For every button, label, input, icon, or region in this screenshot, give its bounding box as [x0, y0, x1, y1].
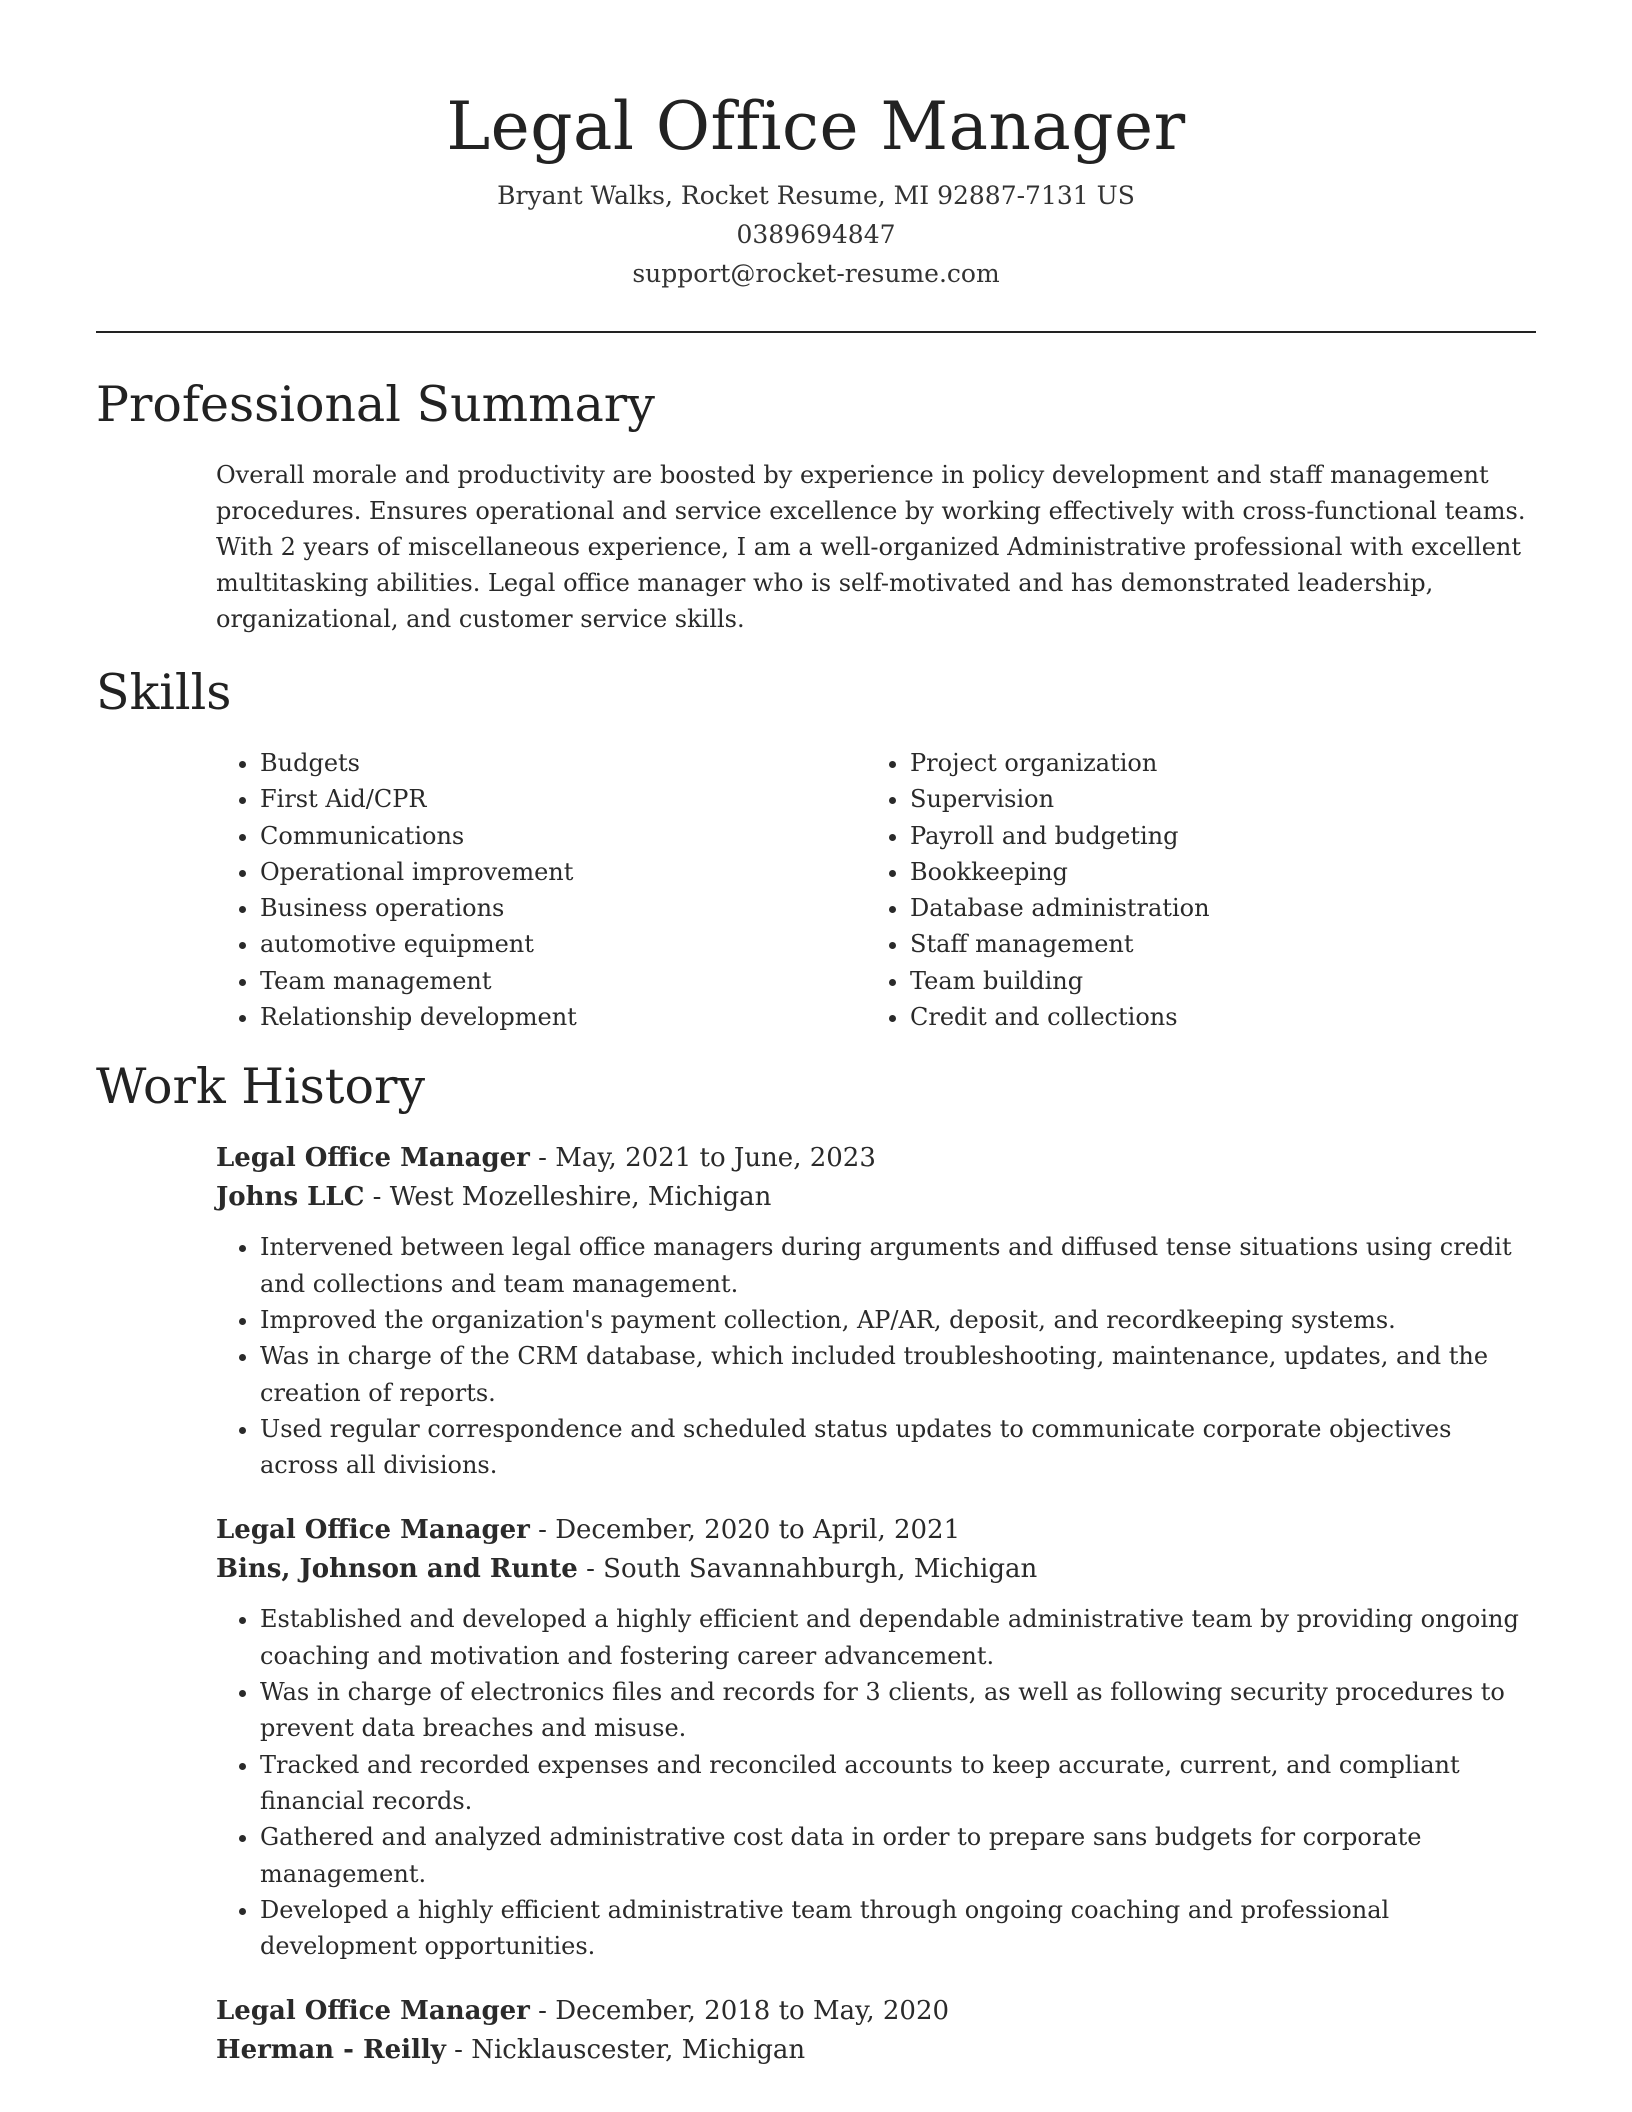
summary-text: Overall morale and productivity are boosted by experience in policy development and staff management procedures. Ensures operational and service excellence by working effectively with cross-functional teams. With 2 years of miscellaneous experience, I am a well-organized Administrative professional with excellent multitasking abilities. Legal office manager who is self-motivated and has demonstrated leadership, organizational, and customer service skills.	[216, 461, 1526, 633]
job-title-line	[216, 1511, 1536, 1550]
work-history-section	[96, 1057, 1536, 2070]
job-duty: • Tracked and recorded expenses and reconciled accounts to keep accurate, current, and compliant financial records.	[260, 1747, 1536, 1820]
job-company-line	[216, 1178, 1536, 1217]
job-title: Legal Office Manager	[216, 1143, 530, 1174]
contact-address: Bryant Walks, Rocket Resume, MI 92887-7131 US	[497, 181, 1135, 210]
page-title: Legal Office Manager	[446, 88, 1186, 165]
job-dates: December, 2018 to May, 2020	[555, 1996, 950, 2027]
skill-item: • Operational improvement	[260, 854, 866, 890]
skill-item: • Payroll and budgeting	[910, 818, 1516, 854]
job-company: Bins, Johnson and Runte	[216, 1554, 578, 1585]
skill-item: • automotive equipment	[260, 926, 866, 962]
skill-item: • Staff management	[910, 926, 1516, 962]
job-dates: December, 2020 to April, 2021	[555, 1515, 961, 1546]
contact-phone: 0389694847	[736, 220, 896, 249]
job-duty: • Was in charge of the CRM database, which included troubleshooting, maintenance, updates, and the creation of reports.	[260, 1338, 1536, 1411]
header-divider	[96, 331, 1536, 333]
skills-heading: Skills	[96, 664, 232, 721]
job-company: Herman - Reilly	[216, 2035, 446, 2066]
job-duty: • Developed a highly efficient administrative team through ongoing coaching and professional development opportunities.	[260, 1892, 1536, 1965]
job-duty: • Used regular correspondence and scheduled status updates to communicate corporate objectives across all divisions.	[260, 1411, 1536, 1484]
summary-section	[96, 375, 1536, 637]
job-company: Johns LLC	[216, 1182, 365, 1213]
skill-item: • Supervision	[910, 781, 1516, 817]
job-separator: -	[529, 1143, 556, 1174]
job-location: South Savannahburgh, Michigan	[603, 1554, 1038, 1585]
job-separator: -	[445, 2035, 472, 2066]
job-dates: May, 2021 to June, 2023	[555, 1143, 876, 1174]
skill-item: • Team management	[260, 963, 866, 999]
job-title: Legal Office Manager	[216, 1996, 530, 2027]
job-duty: • Established and developed a highly efficient and dependable administrative team by providing ongoing coaching and motivation and fostering career advancement.	[260, 1601, 1536, 1674]
job-separator: -	[577, 1554, 604, 1585]
skills-section	[96, 663, 1536, 1035]
skill-item: • Database administration	[910, 890, 1516, 926]
job-location: Nicklauscester, Michigan	[471, 2035, 806, 2066]
job-company-line	[216, 2031, 1536, 2070]
skill-item: • Project organization	[910, 745, 1516, 781]
job-separator: -	[364, 1182, 390, 1213]
contact-email: support@rocket-resume.com	[632, 259, 1000, 288]
job-title-line	[216, 1992, 1536, 2031]
job-separator: -	[529, 1515, 556, 1546]
skills-list-right	[866, 745, 1516, 1035]
skill-item: • Credit and collections	[910, 999, 1516, 1035]
job-duty: • Intervened between legal office managers during arguments and diffused tense situations using credit and collections and team management.	[260, 1229, 1536, 1302]
job-duty: • Improved the organization's payment collection, AP/AR, deposit, and recordkeeping systems.	[260, 1302, 1536, 1338]
job-duties-list	[216, 1601, 1536, 1964]
job-title-line	[216, 1139, 1536, 1178]
resume-page	[96, 0, 1536, 2070]
skill-item: • Communications	[260, 818, 866, 854]
job-company-line	[216, 1550, 1536, 1589]
job-entry	[216, 1511, 1536, 1964]
skill-item: • Relationship development	[260, 999, 866, 1035]
job-entry	[216, 1992, 1536, 2070]
job-title: Legal Office Manager	[216, 1515, 530, 1546]
contact-info	[96, 176, 1536, 293]
work-history-heading: Work History	[96, 1058, 426, 1116]
skills-columns	[216, 745, 1536, 1035]
job-location: West Mozelleshire, Michigan	[389, 1182, 772, 1213]
job-duty: • Gathered and analyzed administrative cost data in order to prepare sans budgets for corporate management.	[260, 1819, 1536, 1892]
job-duties-list	[216, 1229, 1536, 1483]
skill-item: • Team building	[910, 963, 1516, 999]
resume-header	[96, 0, 1536, 293]
skill-item: • Budgets	[260, 745, 866, 781]
skills-list-left	[216, 745, 866, 1035]
job-duty: • Was in charge of electronics files and records for 3 clients, as well as following security procedures to prevent data breaches and misuse.	[260, 1674, 1536, 1747]
skill-item: • Business operations	[260, 890, 866, 926]
job-entry	[216, 1139, 1536, 1483]
job-separator: -	[529, 1996, 556, 2027]
summary-heading: Professional Summary	[96, 376, 655, 433]
skill-item: • Bookkeeping	[910, 854, 1516, 890]
skill-item: • First Aid/CPR	[260, 781, 866, 817]
